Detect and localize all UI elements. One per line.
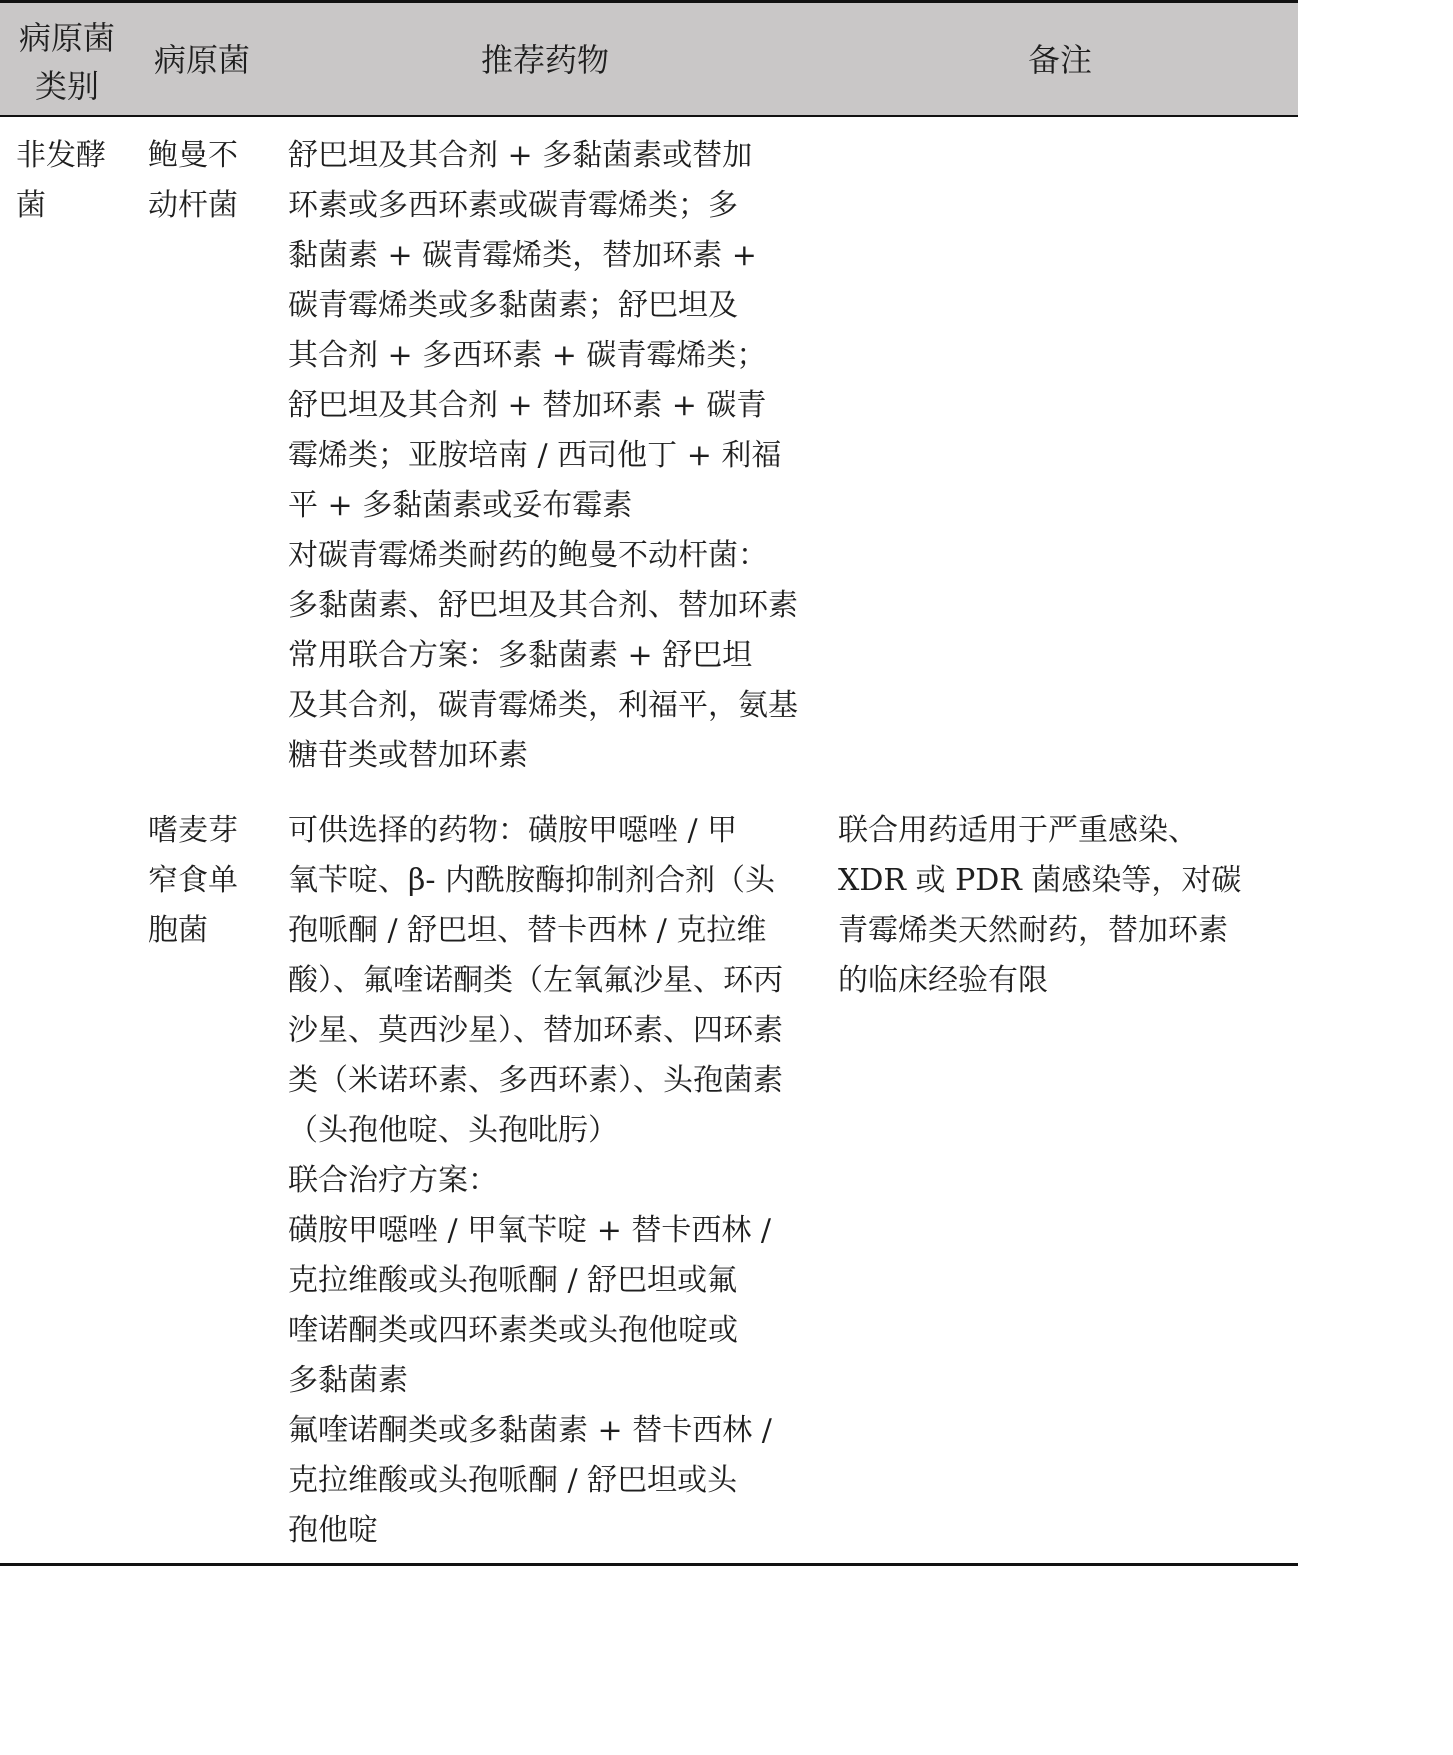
row-pathogen-line: 鲍曼不 bbox=[148, 138, 238, 173]
row-remarks-line: 青霉烯类天然耐药，替加环素 bbox=[838, 913, 1228, 948]
header-pathogen: 病原菌 bbox=[153, 41, 250, 79]
row-drugs-line: 舒巴坦及其合剂 + 替加环素 + 碳青 bbox=[288, 388, 767, 423]
row-drugs-line: 磺胺甲噁唑 / 甲氧苄啶 + 替卡西林 / bbox=[288, 1213, 772, 1248]
row-drugs-line: 舒巴坦及其合剂 + 多黏菌素或替加 bbox=[288, 138, 753, 173]
row-drugs-line: 多黏菌素、舒巴坦及其合剂、替加环素 bbox=[288, 588, 798, 623]
row-drugs-line: 环素或多西环素或碳青霉烯类；多 bbox=[288, 188, 738, 223]
row-category-line: 非发酵 bbox=[16, 138, 106, 173]
row-drugs-line: （头孢他啶、头孢吡肟） bbox=[288, 1113, 618, 1148]
row-drugs bbox=[288, 131, 798, 781]
table-header bbox=[0, 3, 1298, 115]
row-remarks bbox=[838, 806, 1241, 1006]
row-drugs-line: 酸）、氟喹诺酮类（左氧氟沙星、环丙 bbox=[288, 963, 783, 998]
row-drugs-line: 孢哌酮 / 舒巴坦、替卡西林 / 克拉维 bbox=[288, 913, 767, 948]
row-pathogen-line: 动杆菌 bbox=[148, 188, 238, 223]
row-drugs-line: 克拉维酸或头孢哌酮 / 舒巴坦或氟 bbox=[288, 1263, 738, 1298]
row-remarks-line: 联合用药适用于严重感染、 bbox=[838, 813, 1198, 848]
row-pathogen-line: 窄食单 bbox=[148, 863, 238, 898]
row-remarks-line: 的临床经验有限 bbox=[838, 963, 1048, 998]
header-category bbox=[12, 14, 122, 110]
row-drugs-line: 及其合剂，碳青霉烯类，利福平，氨基 bbox=[288, 688, 798, 723]
row-drugs-line: 多黏菌素 bbox=[288, 1363, 408, 1398]
row-category-line: 菌 bbox=[16, 188, 46, 223]
header-remarks: 备注 bbox=[1027, 41, 1092, 79]
row-drugs-line: 沙星、莫西沙星）、替加环素、四环素 bbox=[288, 1013, 783, 1048]
row-drugs-line: 平 + 多黏菌素或妥布霉素 bbox=[288, 488, 633, 523]
row-drugs-line: 氟喹诺酮类或多黏菌素 + 替卡西林 / bbox=[288, 1413, 772, 1448]
header-category-line: 病原菌 bbox=[18, 19, 115, 57]
row-pathogen bbox=[148, 131, 238, 231]
row-drugs-line: 孢他啶 bbox=[288, 1513, 378, 1548]
header-bottom-rule bbox=[0, 115, 1298, 117]
header-drugs: 推荐药物 bbox=[480, 41, 609, 79]
row-pathogen bbox=[148, 806, 238, 956]
row-drugs-line: 常用联合方案：多黏菌素 + 舒巴坦 bbox=[288, 638, 753, 673]
row-pathogen-line: 胞菌 bbox=[148, 913, 208, 948]
row-drugs-line: 可供选择的药物：磺胺甲噁唑 / 甲 bbox=[288, 813, 738, 848]
row-drugs-line: 其合剂 + 多西环素 + 碳青霉烯类； bbox=[288, 338, 767, 373]
row-drugs-line: 霉烯类；亚胺培南 / 西司他丁 + 利福 bbox=[288, 438, 782, 473]
row-drugs-line: 氧苄啶、β- 内酰胺酶抑制剂合剂（头 bbox=[288, 863, 776, 898]
row-drugs-line: 喹诺酮类或四环素类或头孢他啶或 bbox=[288, 1313, 738, 1348]
row-drugs-line: 克拉维酸或头孢哌酮 / 舒巴坦或头 bbox=[288, 1463, 738, 1498]
row-drugs-line: 碳青霉烯类或多黏菌素；舒巴坦及 bbox=[288, 288, 738, 323]
row-category bbox=[16, 131, 106, 231]
table-bottom-rule bbox=[0, 1563, 1298, 1566]
header-category-line: 类别 bbox=[34, 67, 99, 105]
row-drugs-line: 黏菌素 + 碳青霉烯类，替加环素 + bbox=[288, 238, 757, 273]
row-drugs-line: 联合治疗方案： bbox=[288, 1163, 498, 1198]
row-remarks-line: XDR 或 PDR 菌感染等，对碳 bbox=[838, 863, 1242, 898]
row-drugs-line: 对碳青霉烯类耐药的鲍曼不动杆菌： bbox=[288, 538, 768, 573]
row-drugs bbox=[288, 806, 783, 1556]
row-pathogen-line: 嗜麦芽 bbox=[148, 813, 238, 848]
row-drugs-line: 糖苷类或替加环素 bbox=[288, 738, 528, 773]
row-drugs-line: 类（米诺环素、多西环素）、头孢菌素 bbox=[288, 1063, 783, 1098]
